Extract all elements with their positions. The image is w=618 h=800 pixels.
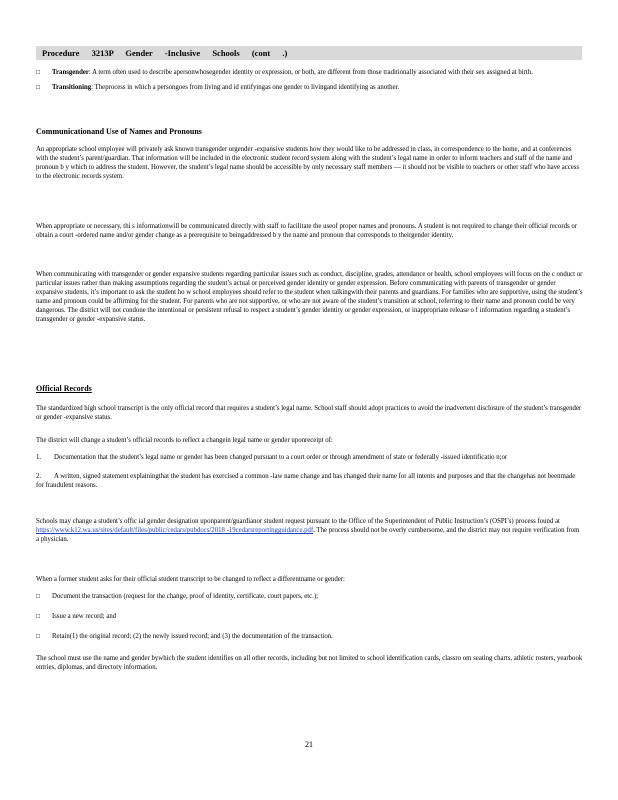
bullet-icon: □ bbox=[36, 84, 41, 91]
transcript-list-item bbox=[36, 592, 584, 601]
definition-term: Transgender bbox=[52, 69, 89, 76]
communication-heading: Communicationand Use of Names and Pronouns bbox=[36, 127, 202, 136]
list-text: A written, signed statement explainingthat the student has exercised a common -law name change and has changed their name for all intents and purposes and that the changehas not beenmade for fraudulent reasons. bbox=[36, 473, 576, 489]
bullet-icon: □ bbox=[36, 633, 41, 640]
definition-term: Transitioning bbox=[52, 84, 92, 91]
ospi-text: Schools may change a student’s offic ial gender designation uponparent/guardianor student request pursuant to the Office of the Superintendent of Public Instruction’s (OSPI’s) process found at bbox=[36, 518, 560, 525]
definition-text: : A term often used to describe apersonwhosegender identity or expression, or both, are different from those traditionally associated with their sex assigned at birth. bbox=[88, 69, 533, 76]
definitions-list bbox=[36, 68, 584, 92]
ospi-paragraph bbox=[36, 517, 584, 544]
bullet-icon: □ bbox=[36, 69, 41, 76]
records-heading: Official Records bbox=[36, 384, 92, 393]
list-number: 1. bbox=[36, 454, 42, 461]
ospi-text-after: . The process should not be overly cumbersome, and the district may not require verification from a physician. bbox=[36, 527, 580, 543]
list-text: Retain(1) the original record; (2) the newly issued record; and (3) the documentation of the transaction. bbox=[52, 633, 333, 640]
records-list-item bbox=[36, 472, 584, 490]
definition-transitioning bbox=[36, 83, 584, 92]
list-text: Document the transaction (request for the change, proof of identity, certificate, court papers, etc.); bbox=[52, 593, 319, 600]
records-list bbox=[36, 453, 584, 490]
communication-paragraph-1: An appropriate school employee will privately ask known transgender orgender -expansive students how they would like to be addressed in class, in correspondence to the home, and at conferences with the student’s parent/guardian. That information will be included in the electronic student record system along with the student’s legal name in order to inform teachers and staff of the name and pronoun b y which to address the student. However, the student’s legal name should be accessible by only necessary staff members — it should not be visible to teachers or other staff who have access to the electronic records system. bbox=[36, 146, 580, 180]
bullet-icon: □ bbox=[36, 613, 41, 620]
transcript-intro: When a former student asks for their official student transcript to be changed to reflect a differentname or gender: bbox=[36, 576, 345, 583]
transcript-list-item bbox=[36, 632, 584, 641]
list-number: 2. bbox=[36, 473, 42, 480]
page-number: 21 bbox=[305, 740, 313, 749]
definition-transgender bbox=[36, 68, 584, 77]
list-text: Documentation that the student’s legal name or gender has been changed pursuant to a court order or through amendment of state or federally -issued identificatio n;or bbox=[54, 454, 508, 461]
bullet-icon: □ bbox=[36, 593, 41, 600]
closing-paragraph: The school must use the name and gender bywhich the student identifies on all other records, including but not limited to school identification cards, classro om seating charts, athletic rosters, yearbook entries, diplomas, and directory information. bbox=[36, 655, 583, 671]
records-intro: The standardized high school transcript is the only official record that requires a student’s legal name. School staff should adopt practices to avoid the inadvertent disclosure of the student’s transgender or gender -expansive status. bbox=[36, 405, 582, 421]
ospi-guidance-link[interactable]: https://www.k12.wa.us/sites/default/files/public/cedars/pubdocs/2018 -19cedarsreportingguidance.pdf bbox=[36, 527, 314, 534]
communication-paragraph-2: When appropriate or necessary, thi s informationwill be communicated directly with staff to facilitate the useof proper names and pronouns. A student is not required to change their official records or obtain a court -ordered name and/or gender change as a prerequisite to beingaddressed b y the name and pronoun that corresponds to theirgender identity. bbox=[36, 223, 578, 239]
transcript-list-item bbox=[36, 612, 584, 621]
records-change-intro: The district will change a student’s official records to reflect a changein legal name or gender uponreceipt of: bbox=[36, 437, 333, 444]
transcript-list bbox=[36, 592, 584, 641]
definition-text: : Theprocess in which a persongoes from living and id entifyingas one gender to livingand identifying as another. bbox=[91, 84, 400, 91]
list-text: Issue a new record; and bbox=[52, 613, 117, 620]
page-header: Procedure 3213P Gender -Inclusive Schools (cont .) bbox=[36, 46, 582, 60]
communication-paragraph-3: When communicating with transgender or gender expansive students regarding particular issues such as conduct, discipline, grades, attendance or health, school employees will focus on the c onduct or particular issues rather than making assumptions regarding the student’s actual or perceived gender identity or gender expression. Before communicating with parents of transgender or gender expansive students, it’s important to ask the student ho w school employees should refer to the student when talkingwith their parents and guardians. For families who are supportive, using the student’s name and pronoun could be affirming for the student. For parents who are not supportive, or who are not aware of the student’s transition at school, referring to their name and pronoun could be very dangerous. The district will not condone the intentional or persistent refusal to respect a student’s gender identity or gender expression, or inappropriate release o f information regarding a student’s transgender or gender -expansive status. bbox=[36, 271, 583, 323]
records-list-item bbox=[36, 453, 584, 462]
